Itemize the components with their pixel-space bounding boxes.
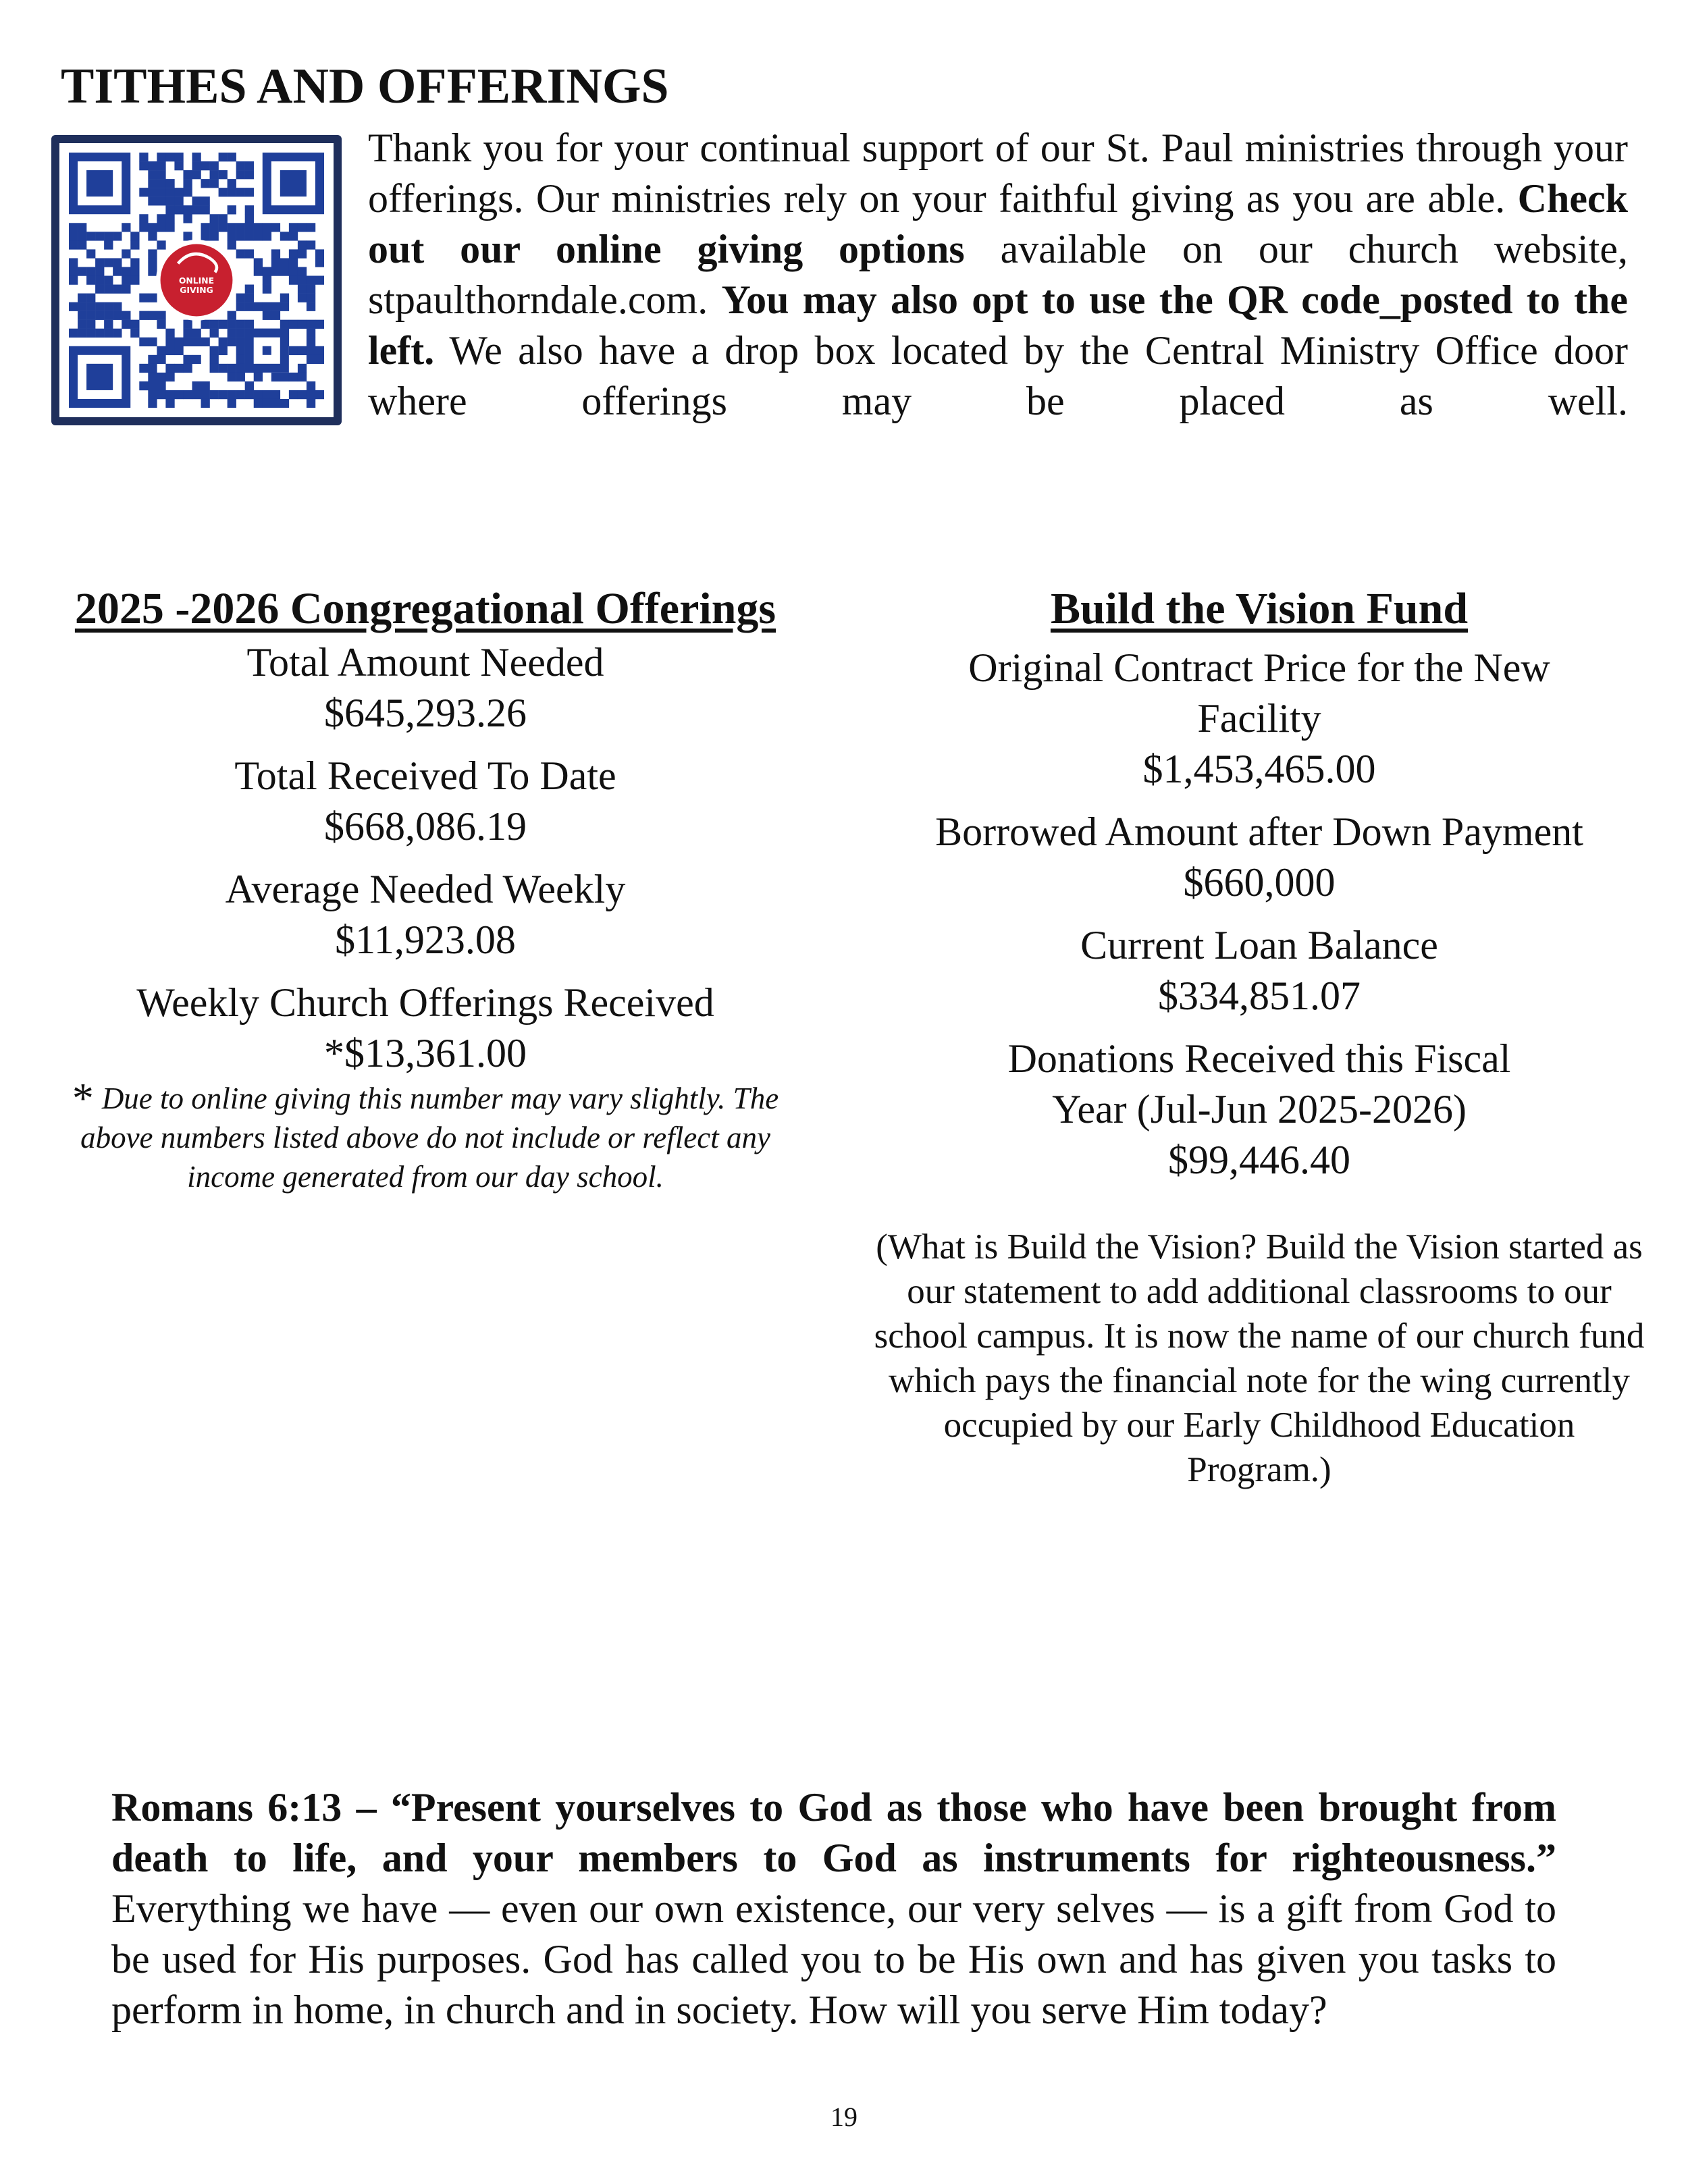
- intro-text-3: We also have a drop box located by the Central Ministry Office door where offerings may be placed as well.: [368, 328, 1628, 423]
- stat-value: $668,086.19: [324, 804, 527, 849]
- stat-value: $660,000: [1183, 860, 1336, 905]
- offerings-footnote: [61, 1074, 790, 1196]
- vision-explanation: (What is Build the Vision? Build the Vision started as our statement to add additional classrooms to our school campus. It is now the name of our church fund which pays the financial note for the wing currently occupied by our Early Childhood Education Program.): [874, 1227, 1645, 1489]
- stat-label: Weekly Church Offerings Received: [136, 980, 714, 1025]
- stat-label: Current Loan Balance: [1080, 923, 1438, 967]
- footnote-asterisk: *: [72, 1074, 94, 1122]
- vision-item: [871, 807, 1647, 908]
- page-title: TITHES AND OFFERINGS: [61, 59, 669, 114]
- offerings-item: [61, 751, 790, 852]
- stat-label: Average Needed Weekly: [225, 867, 626, 911]
- offerings-item: [61, 978, 790, 1079]
- offerings-item: [61, 864, 790, 965]
- online-giving-callout: Check out our online giving options: [368, 176, 1628, 271]
- intro-paragraph: [368, 123, 1628, 427]
- page-number: 19: [830, 2102, 858, 2132]
- stat-label: Original Contract Price for the New Facility: [968, 645, 1550, 741]
- vision-heading: Build the Vision Fund: [1050, 584, 1469, 633]
- vision-item: [871, 643, 1647, 795]
- stat-value: $11,923.08: [335, 917, 516, 962]
- stat-label: Total Amount Needed: [246, 640, 604, 685]
- offerings-heading: 2025 -2026 Congregational Offerings: [74, 584, 776, 633]
- vision-item: [871, 920, 1647, 1021]
- qr-code-callout: You may also opt to use the QR code_posted to the left.: [368, 277, 1629, 373]
- qr-code-icon: [69, 153, 324, 408]
- stat-value: $99,446.40: [1168, 1138, 1350, 1182]
- vision-item: [871, 1034, 1647, 1186]
- build-the-vision-section: [871, 581, 1647, 1492]
- svg-text:ONLINE: [179, 276, 214, 286]
- intro-text-1: Thank you for your continual support of our St. Paul ministries through your offerings. Our ministries rely on your faithful giving as you are able.: [368, 126, 1628, 221]
- stat-value: $645,293.26: [324, 691, 527, 735]
- stat-value: *$13,361.00: [324, 1031, 527, 1075]
- stat-label: Borrowed Amount after Down Payment: [935, 809, 1583, 854]
- footnote-text: Due to online giving this number may vary slightly. The above numbers listed above do not include or reflect any income generated from our day school.: [80, 1082, 779, 1194]
- intro-text-2: available on our church website, stpaulthorndale.com.: [368, 227, 1629, 322]
- congregational-offerings-section: [61, 581, 790, 1196]
- scripture-reflection: [111, 1782, 1556, 2035]
- reflection-text: Everything we have — even our own existence, our very selves — is a gift from God to be used for His purposes. God has called you to be His own and has given you tasks to perform in home, in church and in society. How will you serve Him today?: [111, 1886, 1556, 2032]
- qr-code[interactable]: [51, 135, 342, 425]
- stat-value: $1,453,465.00: [1142, 747, 1376, 791]
- stat-value: $334,851.07: [1158, 974, 1361, 1018]
- offerings-item: [61, 637, 790, 739]
- stat-label: Total Received To Date: [234, 753, 616, 798]
- svg-text:GIVING: [180, 286, 213, 295]
- stat-label: Donations Received this Fiscal Year (Jul-Jun 2025-2026): [1007, 1036, 1511, 1131]
- scripture-quote: Romans 6:13 – “Present yourselves to God as those who have been brought from death to life, and your members to God as instruments for righteousness.”: [111, 1785, 1556, 1880]
